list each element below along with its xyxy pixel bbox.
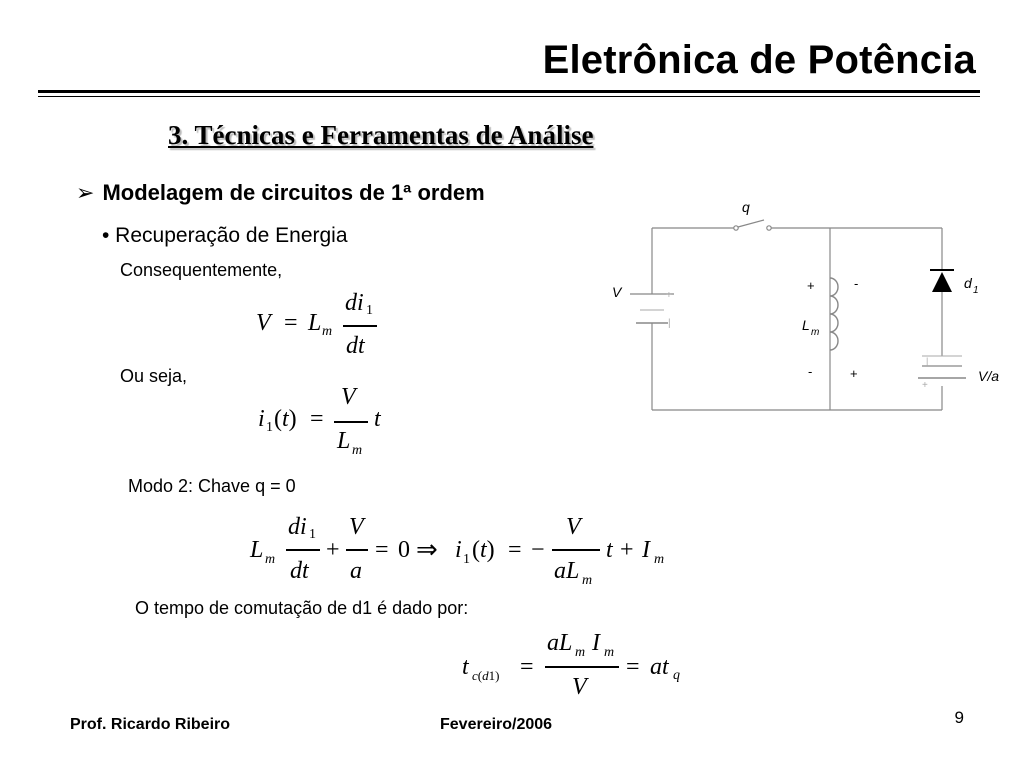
title-rule-thick (38, 90, 980, 93)
diode-label: d (964, 275, 972, 291)
source-va-plus: + (922, 380, 928, 391)
inductor-label: L (802, 317, 810, 333)
bullet-level1-text: Modelagem de circuitos de 1ª ordem (102, 180, 485, 205)
slide-title: Eletrônica de Potência (542, 38, 976, 82)
footer-date: Fevereiro/2006 (440, 716, 553, 733)
bullet-level2: • Recuperação de Energia (102, 224, 348, 247)
source-va-label: V/a (978, 368, 1000, 384)
bullet-level1 (76, 180, 485, 206)
text-tempo: O tempo de comutação de d1 é dado por: (135, 598, 469, 618)
diode-d1 (932, 272, 952, 292)
diode-sub: 1 (973, 285, 979, 296)
text-ou-seja: Ou seja, (120, 366, 188, 386)
text-modo2: Modo 2: Chave q = 0 (128, 476, 296, 496)
switch-label: q (742, 199, 750, 215)
source-v-label: V (612, 284, 622, 300)
page-number: 9 (954, 708, 964, 727)
inductor-lm (830, 278, 838, 350)
svg-text:|: | (926, 356, 929, 366)
source-v-plus: + (666, 290, 672, 301)
text-consequentemente: Consequentemente, (120, 260, 283, 280)
title-rule-thin (38, 96, 980, 97)
inductor-sub: m (811, 327, 820, 338)
inductor-minus-top: - (854, 276, 859, 291)
footer-author: Prof. Ricardo Ribeiro (70, 716, 231, 733)
arrow-bullet-icon: ➢ (76, 180, 95, 205)
circuit-diagram (600, 190, 1020, 430)
inductor-minus-bottom: - (808, 364, 813, 379)
svg-text:|: | (668, 318, 671, 329)
section-title: 3. Técnicas e Ferramentas de Análise (168, 120, 594, 150)
inductor-plus-top: + (807, 278, 815, 293)
inductor-plus-bottom: + (850, 366, 858, 381)
